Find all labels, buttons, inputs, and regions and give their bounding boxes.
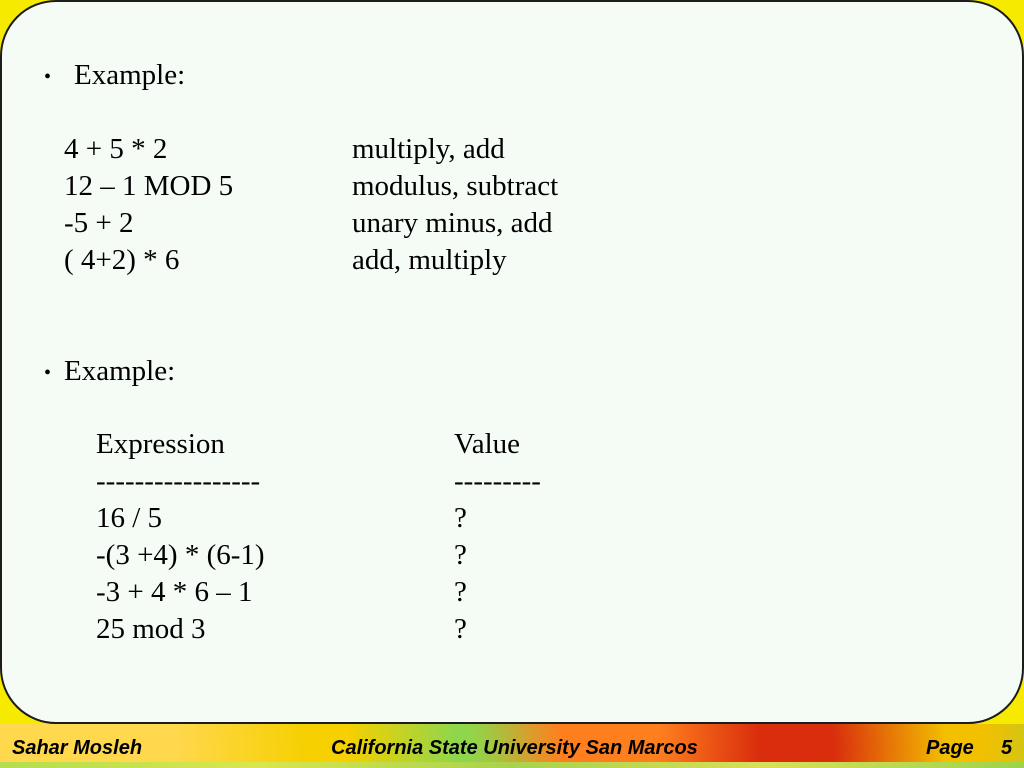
- value-cell: ?: [454, 539, 467, 571]
- page-number: 5: [1001, 737, 1013, 759]
- expression-cell: -(3 +4) * (6-1): [96, 539, 265, 571]
- page-label: Page: [926, 737, 974, 759]
- expression-cell: 16 / 5: [96, 502, 163, 534]
- operations-text: modulus, subtract: [352, 170, 559, 202]
- operations-text: unary minus, add: [352, 207, 553, 239]
- bullet-marker: •: [44, 362, 52, 384]
- value-cell: ?: [454, 502, 467, 534]
- example-heading: Example:: [64, 355, 176, 387]
- expression-cell: -3 + 4 * 6 – 1: [96, 576, 253, 608]
- expression-cell: 25 mod 3: [96, 613, 206, 645]
- expression-text: 4 + 5 * 2: [64, 133, 168, 165]
- author-name: Sahar Mosleh: [12, 737, 143, 759]
- slide-footer: [0, 724, 1024, 768]
- expression-divider: -----------------: [96, 465, 261, 497]
- value-column-header: Value: [454, 428, 521, 460]
- expression-text: 12 – 1 MOD 5: [64, 170, 234, 202]
- expression-text: ( 4+2) * 6: [64, 244, 180, 276]
- bullet-marker: •: [44, 66, 52, 88]
- operations-text: multiply, add: [352, 133, 505, 165]
- value-cell: ?: [454, 576, 467, 608]
- operations-text: add, multiply: [352, 244, 507, 276]
- example-heading: Example:: [74, 59, 186, 91]
- expression-text: -5 + 2: [64, 207, 134, 239]
- institution-name: California State University San Marcos: [331, 737, 698, 759]
- value-divider: ---------: [454, 465, 541, 497]
- expression-column-header: Expression: [96, 428, 225, 460]
- value-cell: ?: [454, 613, 467, 645]
